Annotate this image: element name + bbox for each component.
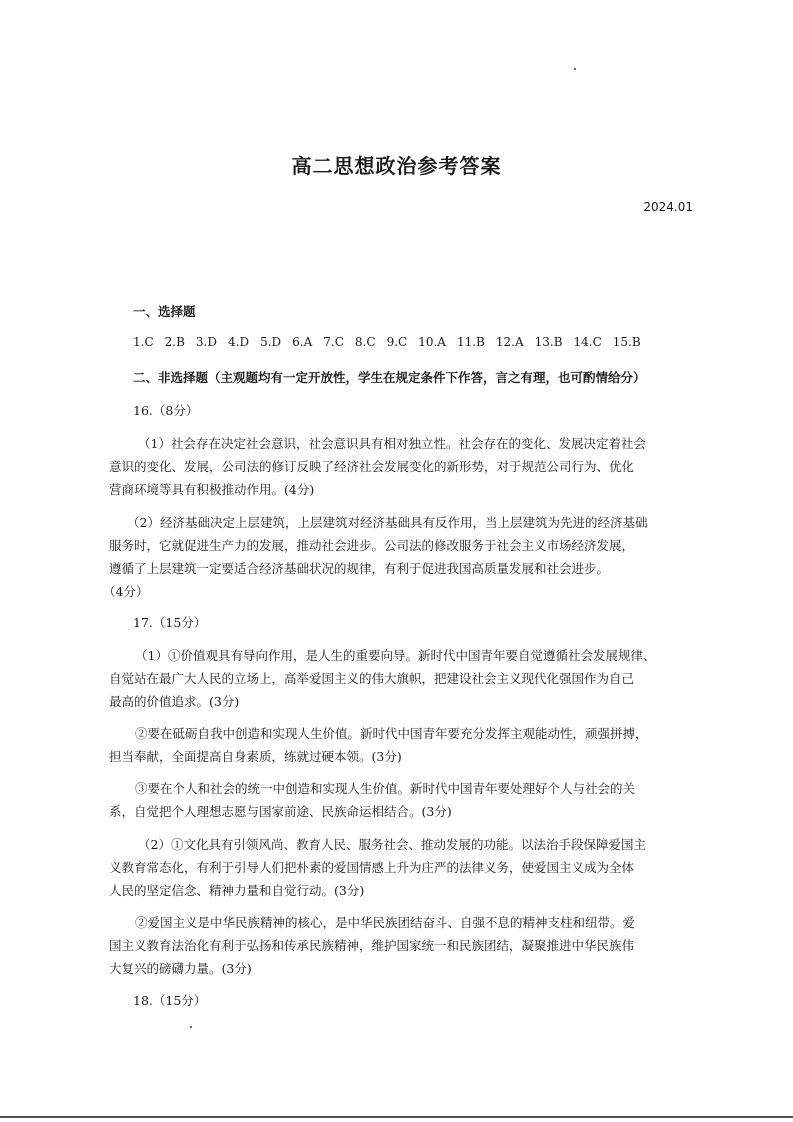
answer-item: 4.D <box>228 335 250 349</box>
q17-p5-line: 大复兴的磅礴力量。(3分) <box>109 961 252 976</box>
answer-item: 9.C <box>386 335 408 349</box>
answer-item: 5.D <box>260 335 282 349</box>
q17-p4-line: 人民的坚定信念、精神力量和自觉行动。(3分) <box>109 883 365 898</box>
q16-p2-line: 遵循了上层建筑一定要适合经济基础状况的规律，有利于促进我国高质量发展和社会进步。 <box>109 561 610 576</box>
q16-p2-line: 服务时，它就促进生产力的发展，推动社会进步。公司法的修改服务于社会主义市场经济发展， <box>109 538 635 553</box>
q17-p2-line: 担当奉献，全面提高自身素质，练就过硬本领。(3分) <box>109 749 402 764</box>
question-18-label: 18.（15分） <box>133 993 207 1008</box>
q17-p3-line: ③要在个人和社会的统一中创造和实现人生价值。新时代中国青年要处理好个人与社会的关 <box>135 781 636 796</box>
page-title: 高二思想政治参考答案 <box>291 154 502 178</box>
q17-p4-line: 义教育常态化，有利于引导人们把朴素的爱国情感上升为庄严的法律义务，使爱国主义成为全体 <box>109 860 635 875</box>
q17-p1-line: 自觉站在最广大人民的立场上，高举爱国主义的伟大旗帜，把建设社会主义现代化强国作为自己 <box>109 671 635 686</box>
answer-item: 11.B <box>456 335 485 349</box>
answer-item: 1.C <box>133 335 154 349</box>
answer-item: 15.B <box>612 335 641 349</box>
section-choice-heading: 一、选择题 <box>133 304 196 319</box>
q16-p1-line: 意识的变化、发展，公司法的修订反映了经济社会发展变化的新形势，对于规范公司行为、优化 <box>109 459 635 474</box>
q16-p1-line: 营商环境等具有积极推动作用。(4分) <box>109 482 315 497</box>
answer-item: 13.B <box>534 335 563 349</box>
section-subjective-heading: 二、非选择题（主观题均有一定开放性，学生在规定条件下作答，言之有理，也可酌情给分） <box>133 370 646 385</box>
bottom-divider <box>0 1116 793 1118</box>
date-label: 2024.01 <box>643 200 693 214</box>
q16-p2-line: （2）经济基础决定上层建筑，上层建筑对经济基础具有反作用，当上层建筑为先进的经济基础 <box>127 515 648 530</box>
q16-p1-line: （1）社会存在决定社会意识，社会意识具有相对独立性。社会存在的变化、发展决定着社会 <box>138 436 646 451</box>
q16-p2-line: （4分） <box>103 584 149 599</box>
question-16-label: 16.（8分） <box>133 403 199 418</box>
q17-p4-line: （2）①文化具有引领风尚、教育人民、服务社会、推动发展的功能。以法治手段保障爱国主 <box>138 837 646 852</box>
answer-item: 6.A <box>292 335 313 349</box>
answer-item: 10.A <box>418 335 446 349</box>
answer-item: 7.C <box>323 335 344 349</box>
answer-item: 12.A <box>495 335 524 349</box>
q17-p5-line: 国主义教育法治化有利于弘扬和传承民族精神，维护国家统一和民族团结，凝聚推进中华民族伟 <box>109 938 635 953</box>
answer-item: 2.B <box>164 335 185 349</box>
speck-bottom <box>190 1026 192 1028</box>
q17-p5-line: ②爱国主义是中华民族精神的核心，是中华民族团结奋斗、自强不息的精神支柱和纽带。爱 <box>135 915 636 930</box>
speck-top <box>574 68 576 70</box>
question-17-label: 17.（15分） <box>133 615 207 630</box>
q17-p1-line: 最高的价值追求。(3分) <box>109 694 240 709</box>
q17-p1-line: （1）①价值观具有导向作用，是人生的重要向导。新时代中国青年要自觉遵循社会发展规律、 <box>135 648 656 663</box>
answer-item: 14.C <box>573 335 602 349</box>
q17-p2-line: ②要在砥砺自我中创造和实现人生价值。新时代中国青年要充分发挥主观能动性，顽强拼搏， <box>135 726 648 741</box>
q17-p3-line: 系，自觉把个人理想志愿与国家前途、民族命运相结合。(3分) <box>109 804 452 819</box>
answer-item: 3.D <box>195 335 217 349</box>
answer-item: 8.C <box>354 335 376 349</box>
choice-answer-list <box>133 335 693 349</box>
